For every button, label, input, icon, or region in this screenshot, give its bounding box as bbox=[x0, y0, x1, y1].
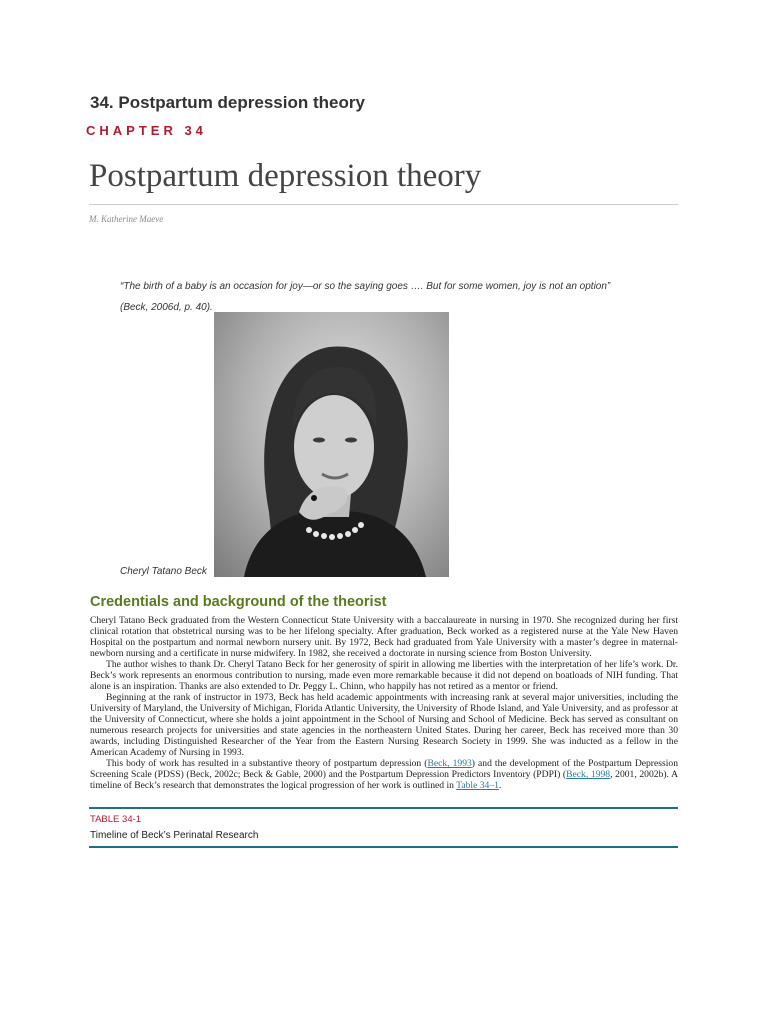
table-top-rule bbox=[89, 807, 678, 809]
title-divider bbox=[89, 204, 678, 205]
epigraph-quote: “The birth of a baby is an occasion for joy—or so the saying goes …. But for some women, joy is not an option” bbox=[120, 281, 611, 292]
photo-caption: Cheryl Tatano Beck bbox=[120, 566, 207, 577]
ref-link-table-34-1[interactable]: Table 34–1 bbox=[456, 780, 499, 791]
paragraph-4-text-c: , 2001, 2002b). A timeline of Beck’s research that demonstrates the logical progression of her work is outlined in bbox=[90, 769, 678, 791]
paragraph-1: Cheryl Tatano Beck graduated from the Western Connecticut State University with a baccalaureate in nursing in 1970. She recognized during her first clinical rotation that obstetrical nursing was to be her lifelong specialty. After graduation, Beck worked as a registered nurse at the Yale New Haven Hospital on the postpartum and normal newborn nursery unit. By 1972, Beck had graduated from Yale University with a master’s degree in maternal-newborn nursing and a certificate in nurse midwifery. In 1982, she received a doctorate in nursing science from Boston University. bbox=[90, 615, 678, 659]
paragraph-4-text-b: ) and the development of the Postpartum Depression Screening Scale (PDSS) (Beck, 2002c; Beck & Gable, 2000) and the Postpartum Depression Predictors Inventory (PDPI) ( bbox=[90, 758, 678, 780]
section-title: 34. Postpartum depression theory bbox=[90, 93, 365, 112]
theorist-photo bbox=[214, 312, 449, 577]
ref-link-beck-1993[interactable]: Beck, 1993 bbox=[427, 758, 472, 769]
credentials-heading: Credentials and background of the theorist bbox=[90, 594, 387, 610]
ref-link-beck-1998[interactable]: Beck, 1998 bbox=[566, 769, 611, 780]
credentials-body bbox=[90, 615, 678, 791]
chapter-title: Postpartum depression theory bbox=[89, 158, 482, 194]
portrait-illustration bbox=[214, 312, 449, 577]
table-bottom-rule bbox=[89, 846, 678, 848]
paragraph-4-text-d: . bbox=[498, 780, 502, 791]
author-name: M. Katherine Maeve bbox=[89, 214, 164, 224]
paragraph-2: The author wishes to thank Dr. Cheryl Tatano Beck for her generosity of spirit in allowing me liberties with the interpretation of her life’s work. Dr. Beck’s work represents an enormous contribution to nursing, made even more remarkable because it did not depend on boatloads of NIH funding. That alone is an inspiration. Thanks are also extended to Dr. Peggy L. Chinn, who happily has not retired as a mentor or friend. bbox=[90, 659, 678, 692]
table-caption: Timeline of Beck’s Perinatal Research bbox=[90, 830, 259, 841]
paragraph-3: Beginning at the rank of instructor in 1973, Beck has held academic appointments with increasing rank at several major universities, including the University of Maryland, the University of Michigan, Florida Atlantic University, the University of Rhode Island, and Yale University, and as professor at the University of Connecticut, where she holds a joint appointment in the School of Nursing and School of Medicine. Beck has served as consultant on numerous research projects for universities and state agencies in the northeastern United States. During her career, Beck has received more than 30 awards, including Distinguished Researcher of the Year from the Eastern Nursing Research Society in 1999. She was inducted as a fellow in the American Academy of Nursing in 1993. bbox=[90, 692, 678, 758]
chapter-label: CHAPTER 34 bbox=[86, 123, 207, 138]
epigraph-citation: (Beck, 2006d, p. 40). bbox=[120, 302, 213, 313]
table-label: TABLE 34-1 bbox=[90, 814, 142, 825]
paragraph-4-text-a: This body of work has resulted in a substantive theory of postpartum depression ( bbox=[106, 758, 428, 769]
paragraph-4 bbox=[90, 758, 678, 791]
